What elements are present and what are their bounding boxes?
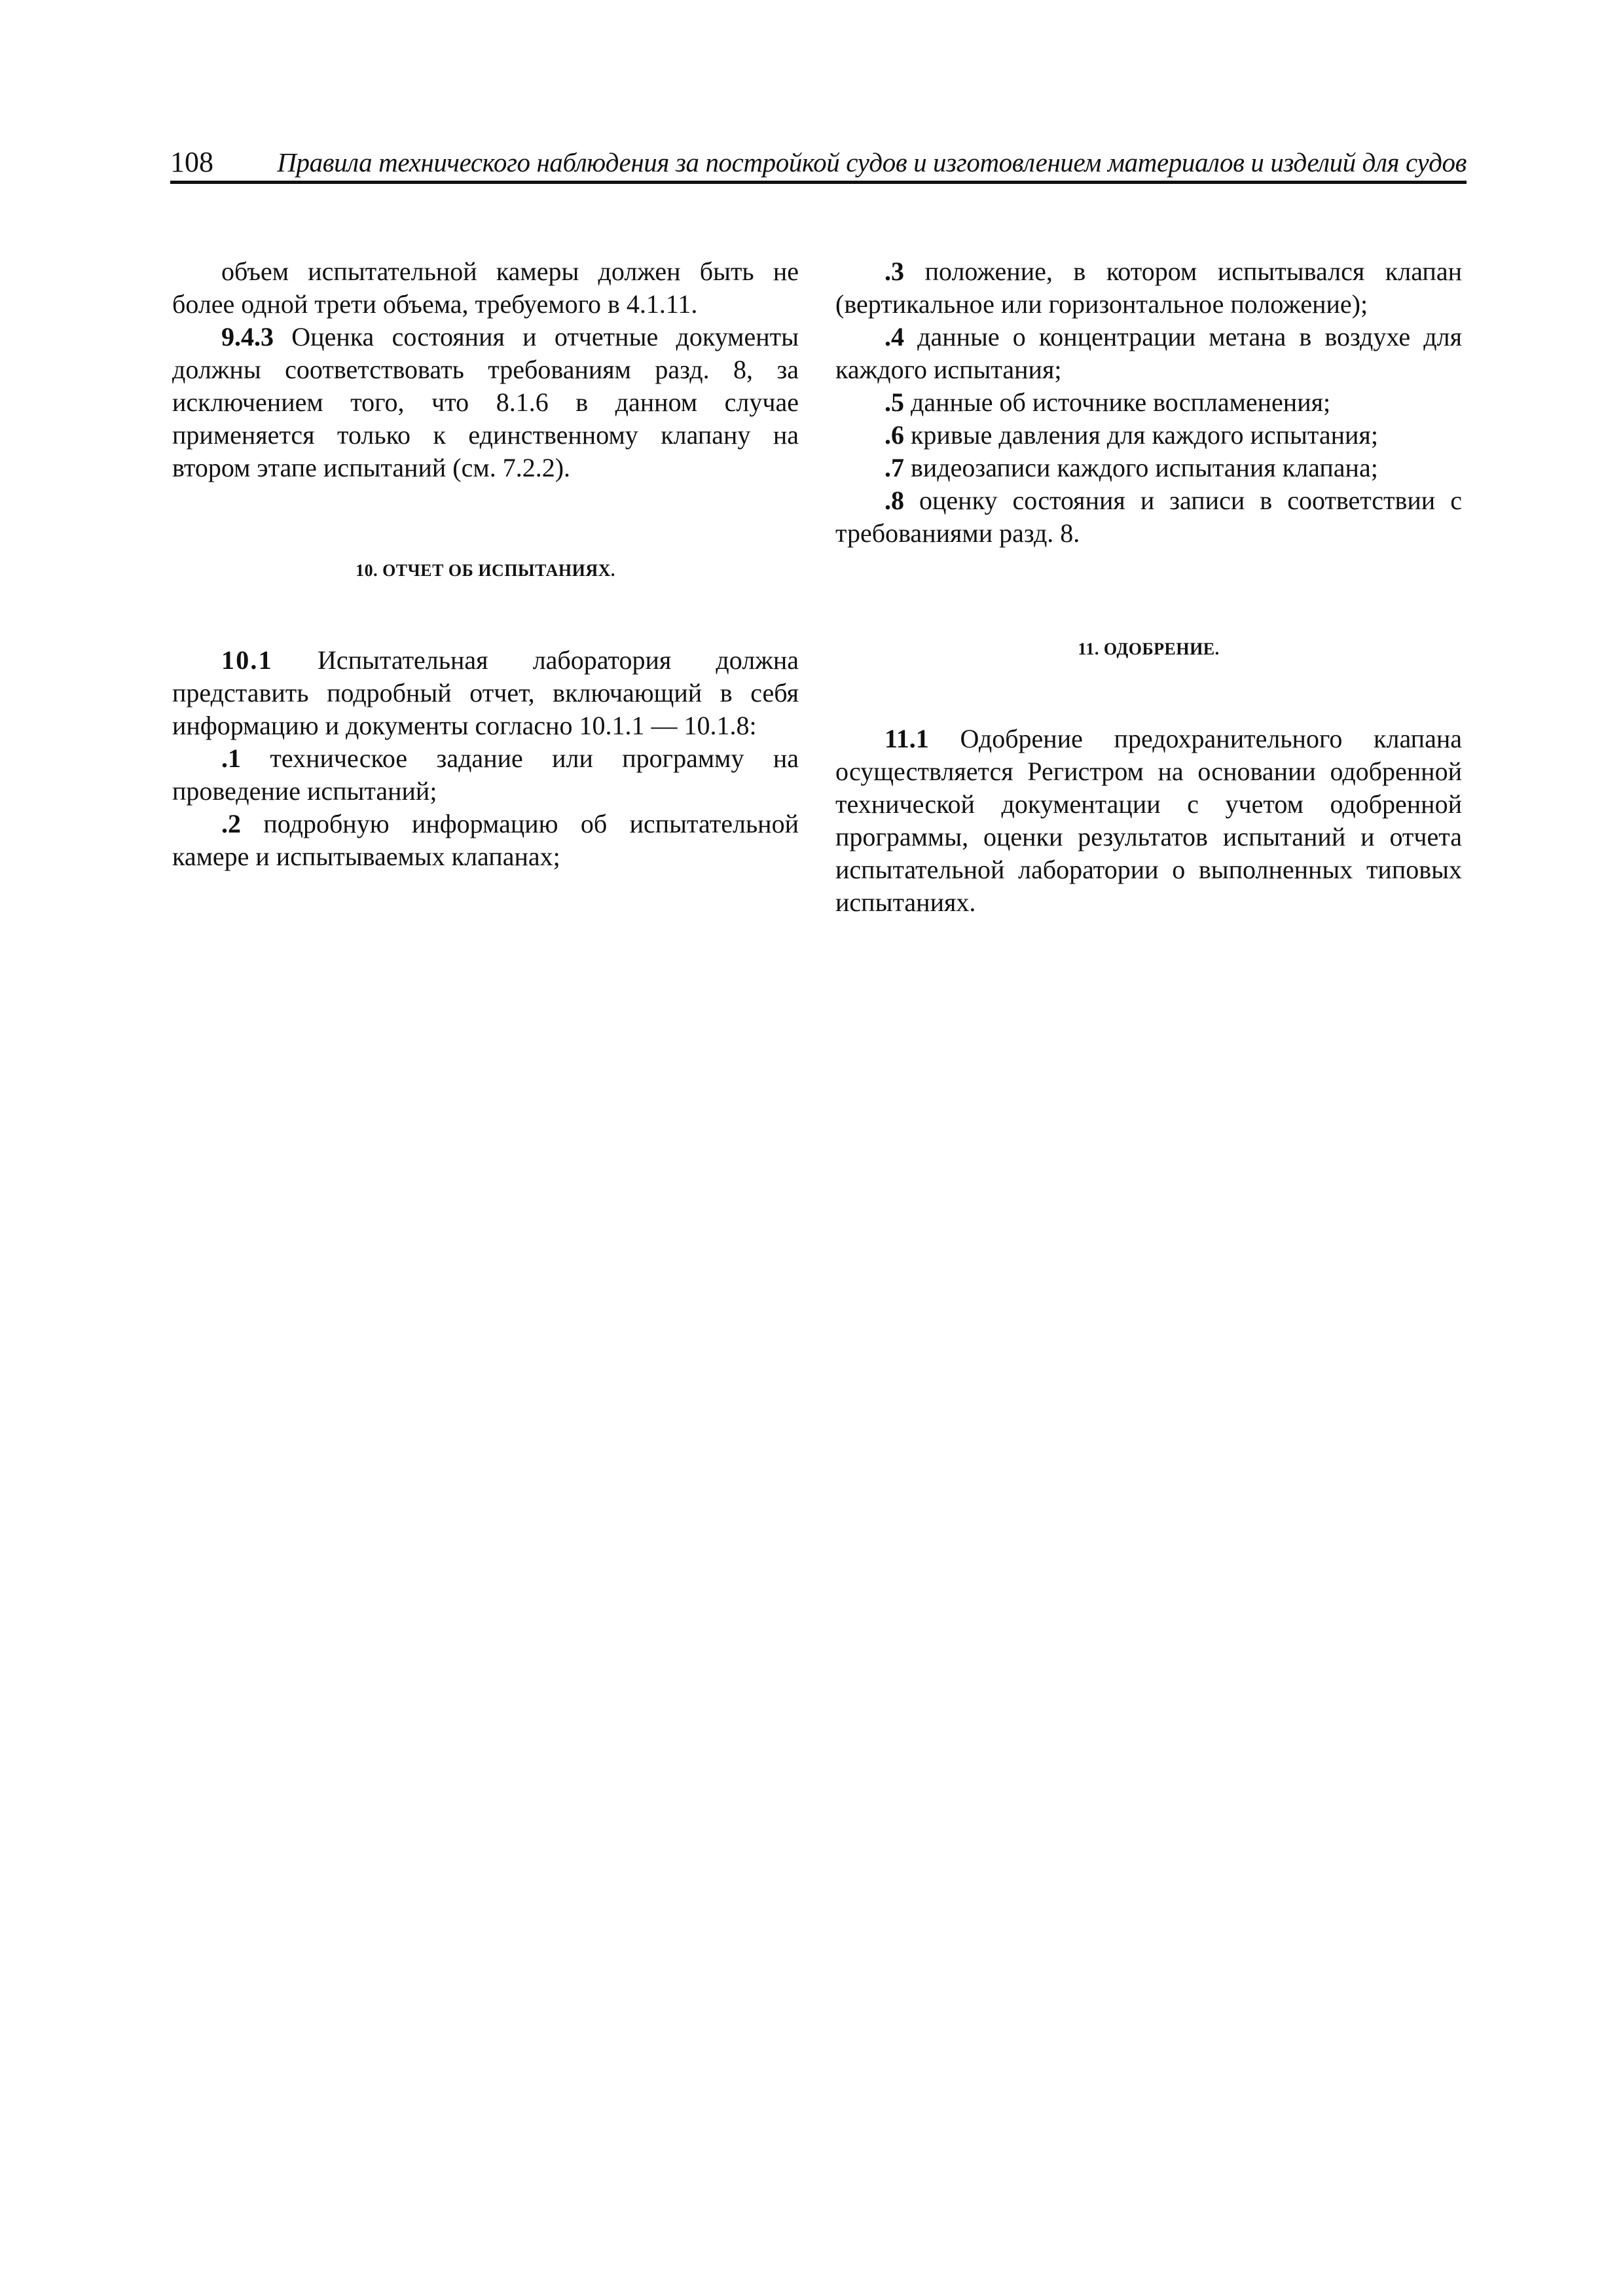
- page-number: 108: [170, 146, 213, 178]
- list-item-7-text: видеозаписи каждого испытания клапана;: [904, 453, 1378, 482]
- section-10-heading: 10. ОТЧЕТ ОБ ИСПЫТАНИЯХ.: [356, 561, 615, 580]
- list-item-1-number: .1: [221, 744, 241, 773]
- list-item-6: [835, 419, 1462, 452]
- right-column: [835, 255, 1462, 919]
- list-item-1-text: техническое задание или программу на проведение испытаний;: [172, 744, 799, 806]
- paragraph-10-1-text: Испытательная лаборатория должна представить подробный отчет, включающий в себя информацию и документы согласно 10.1.1 — 10.1.8:: [172, 645, 799, 740]
- list-item-5-text: данные об источнике воспламенения;: [904, 387, 1331, 417]
- list-item-6-text: кривые давления для каждого испытания;: [904, 420, 1378, 450]
- list-item-7: [835, 452, 1462, 484]
- list-item-2: [172, 808, 799, 873]
- list-item-3: [835, 255, 1462, 321]
- left-column: [172, 255, 799, 873]
- list-item-8-number: .8: [884, 486, 904, 515]
- paragraph-continuation: [172, 255, 799, 321]
- paragraph-11-1-text: Одобрение предохранительного клапана осуществляется Регистром на основании одобренной технической документации с учетом одобренной программы, оценки результатов испытаний и отчета испытательной лаборатории о выполненных типовых испытаниях.: [835, 724, 1462, 917]
- paragraph-9-4-3-number: 9.4.3: [221, 322, 274, 351]
- list-item-3-number: .3: [884, 257, 904, 286]
- list-item-4-number: .4: [884, 322, 904, 351]
- paragraph-10-1: [172, 644, 799, 742]
- list-item-8-text: оценку состояния и записи в соответствии с требованиями разд. 8.: [835, 486, 1462, 548]
- paragraph-9-4-3-text: Оценка состояния и отчетные документы должны соответствовать требованиям разд. 8, за исключением того, что 8.1.6 в данном случае применяется только к единственному клапану на втором этапе испытаний (см. 7.2.2).: [172, 322, 799, 482]
- paragraph-10-1-number: 10.1: [221, 645, 273, 675]
- running-title: Правила технического наблюдения за постройкой судов и изготовлением материалов и изделий для судов: [277, 147, 1467, 177]
- section-11-heading: 11. ОДОБРЕНИЕ.: [1078, 639, 1220, 658]
- list-item-7-number: .7: [884, 453, 904, 482]
- list-item-1: [172, 742, 799, 808]
- list-item-4: [835, 321, 1462, 386]
- list-item-2-number: .2: [221, 809, 241, 838]
- list-item-8: [835, 484, 1462, 550]
- paragraph-9-4-3: [172, 321, 799, 484]
- list-item-4-text: данные о концентрации метана в воздухе для каждого испытания;: [835, 322, 1462, 384]
- paragraph-continuation-text: объем испытательной камеры должен быть не более одной трети объема, требуемого в 4.1.11.: [172, 257, 799, 319]
- list-item-5: [835, 386, 1462, 419]
- list-item-3-text: положение, в котором испытывался клапан (вертикальное или горизонтальное положение);: [835, 257, 1462, 319]
- list-item-5-number: .5: [884, 387, 904, 417]
- paragraph-11-1-number: 11.1: [884, 724, 929, 753]
- paragraph-11-1: [835, 723, 1462, 919]
- running-header: [170, 144, 1467, 184]
- list-item-6-number: .6: [884, 420, 904, 450]
- list-item-2-text: подробную информацию об испытательной камере и испытываемых клапанах;: [172, 809, 799, 871]
